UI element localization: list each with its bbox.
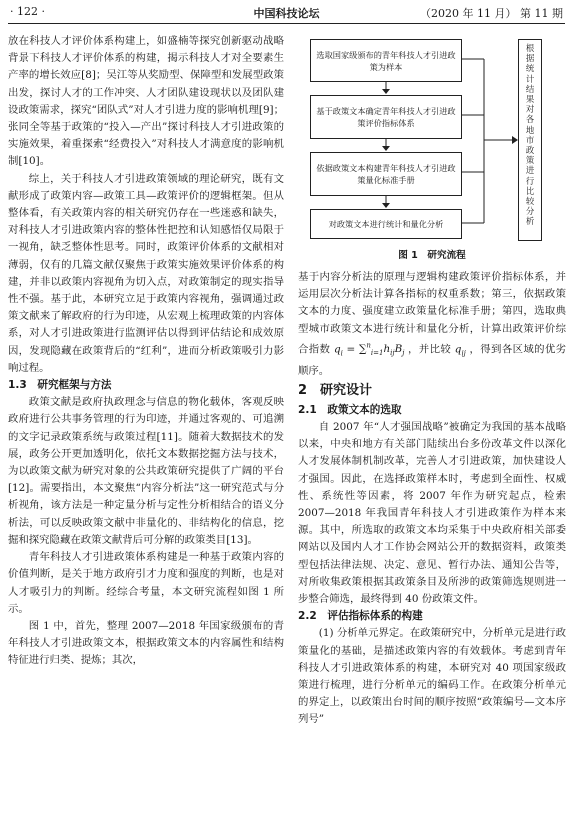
left-column [8, 33, 284, 670]
sum-lower: i=1 [370, 349, 384, 358]
sum-symbol: ∑ [358, 343, 367, 356]
text-span: 基于内容分析法的原理与逻辑构建政策评价指标体系，并运用层次分析法计算各指标的权重系数；第三，依据政策文本的力度、强度建立政策量化标准手册；第四，选取典型城市政策文本进行统计和量化分析，计算出政策评价综合指数 [298, 271, 566, 356]
section-heading-2: 2 研究设计 [298, 382, 373, 398]
paragraph: (1) 分析单元界定。在政策研究中，分析单元是进行政策量化的基础，是描述政策内容的有效载体。考虑到青年科技人才引进政策体系的构建，本研究对 40 项国家级政策进行梳理，进行分析单元的编码工作。在政策分析单元的界定上，以政策出台时间的顺序按照“政策编号—文本序列号” [298, 627, 566, 726]
header-rule [8, 23, 565, 24]
paragraph: 基于内容分析法的原理与逻辑构建政策评价指标体系，并运用层次分析法计算各指标的权重系数；第三，依据政策文本的力度、强度建立政策量化标准手册；第四，选取典型城市政策文本进行统计和量化分析，计算出政策评价综合指数 $q_i = \sum^n_{i=1}h_{ij}B_j$ ，并比较 $q_{ij}$ ，得到各区域的优劣顺序。 [298, 271, 567, 377]
flow-side-label: 根 据 统 计 结 果 对 各 地 市 政 策 进 行 比 较 分 析 [525, 43, 535, 227]
figure-caption: 图 1 研究流程 [398, 250, 466, 261]
formula-h: h [383, 343, 391, 356]
formula-sum: $\sum^n_{i=1}h_{ij}B_j$ [358, 341, 405, 358]
text-span: ，得到各区域的优劣顺序。 [298, 343, 567, 377]
section-heading-2-2: 2.2 评估指标体系的构建 [298, 610, 423, 623]
text-span: ，并比较 [404, 343, 455, 356]
sum-upper: n [366, 341, 371, 350]
paragraph: 放在科技人才评价体系构建上，如盛楠等探究创新驱动战略背景下科技人才评价体系的构建，揭示科技人才对全要素生产率的增长效应[8]；吴江等从奖励型、保障型和发展型政策出发，探讨人才的工作冲突、人才团队建设现状以及团队建设政策需求，探究“团队式”对人才引进力度的影响机理[9]；张同全等基于政策的“投入—产出”探讨科技人才引进政策的实施效果，着重探索“经费投入”对科技人才满意度的影响机制[10]。 [8, 35, 284, 168]
issue-info: （2020 年 11 月） 第 11 期 [420, 7, 563, 20]
flow-step-4: 对政策文本进行统计和量化分析 [310, 209, 462, 239]
flow-step-2: 基于政策文本确定青年科技人才引进政策评价指标体系 [310, 95, 462, 139]
journal-title: 中国科技论坛 [253, 7, 320, 20]
right-column [298, 33, 566, 729]
paragraph: 综上，关于科技人才引进政策领域的理论研究，既有文献形成了政策内容—政策工具—政策评价的逻辑框架。但从整体看，有关政策内容的相关研究仍存在一些迷惑和缺失，对科技人才引进政策内容的整体性把控和认知感悟仅局限于一视角，缺乏整体性思考。同时，政策评价体系的文献相对薄弱，仅有的几篇文献仅聚焦于政策实施效果评价体系的构建，并非以政策内容视角为切入点，对政策制定的现实指导性不强。基于此，本研究立足于政策内容视角，强调通过政策文献来了解政府的行为印迹，从宏观上梳理政策的内容体系，对人才引进政策进行监测评估以得到评估结论和成效原因，发现隐藏在政策背后的“红利”，进而分析政策吸引力影响过程。 [8, 172, 284, 374]
formula-q: q [333, 343, 341, 356]
formula-b: B [394, 343, 403, 356]
paragraph: 图 1 中，首先，整理 2007—2018 年国家级颁布的青年科技人才引进政策文本，根据政策文本的内容属性和结构特征进行归类、提炼；其次， [8, 619, 284, 667]
section-heading-2-1: 2.1 政策文本的选取 [298, 403, 402, 416]
flow-side-box [518, 39, 542, 241]
flow-step-3: 依据政策文本构建青年科技人才引进政策量化标准手册 [310, 152, 462, 196]
flow-step-1: 选取国家级颁布的青年科技人才引进政策为样本 [310, 39, 462, 82]
figure-1 [298, 33, 566, 269]
page-header [8, 5, 565, 21]
section-heading-1-3: 1.3 研究框架与方法 [8, 379, 112, 392]
page-number: · 122 · [10, 5, 45, 18]
paragraph: 青年科技人才引进政策体系构建是一种基于政策内容的价值判断，是关于地方政府引才力度和强度的判断，也是对人才吸引力的判断。经综合考量，本文研究流程如图 1 所示。 [8, 551, 284, 615]
paragraph: 政策文献是政府执政理念与信息的物化载体，客观反映政府进行公共事务管理的行为印迹，并通过客观的、可追溯的文字记录政策系统与政策过程[11]。随着大数据技术的发展，政务公开更加透明化，依托文本数据挖掘方法与技术，为以政策文献为研究对象的公共政策研究提供了广阔的平台[12]。需要指出，本文聚焦“内容分析法”这一研究范式与分析视角，该方法是一种定量分析与定性分析相结合的语义分析法，可以反映政策文献中非量化的、非结构化的信息，挖掘和探究隐藏在政策文献背后可分解的政策类目[13]。 [8, 396, 284, 546]
paragraph: 自 2007 年“人才强国战略”被确定为我国的基本战略以来，中央和地方有关部门陆续出台多份改革文件以深化人才发展体制机制改革，完善人才引进政策，加快建设人才强国。因此，在选择政策样本时，考虑到全面性、权威性、系统性等因素，将 2007 年作为研究起点，检索 2007—2018 年我国青年科技人才引进政策作为样本来源。其中，所选取的政策文本均采集于中央政府相关部委网站以及国内人才工作协会网站公开的数据资料，政策类型包括法律法规、决定、意见、暂行办法、通知公告等，对所收集政策根据其政策条目及所涉的政策筛选规则进一步整合筛选，最终得到 40 份政策文件。 [298, 420, 566, 605]
formula-eq: = [342, 343, 359, 356]
